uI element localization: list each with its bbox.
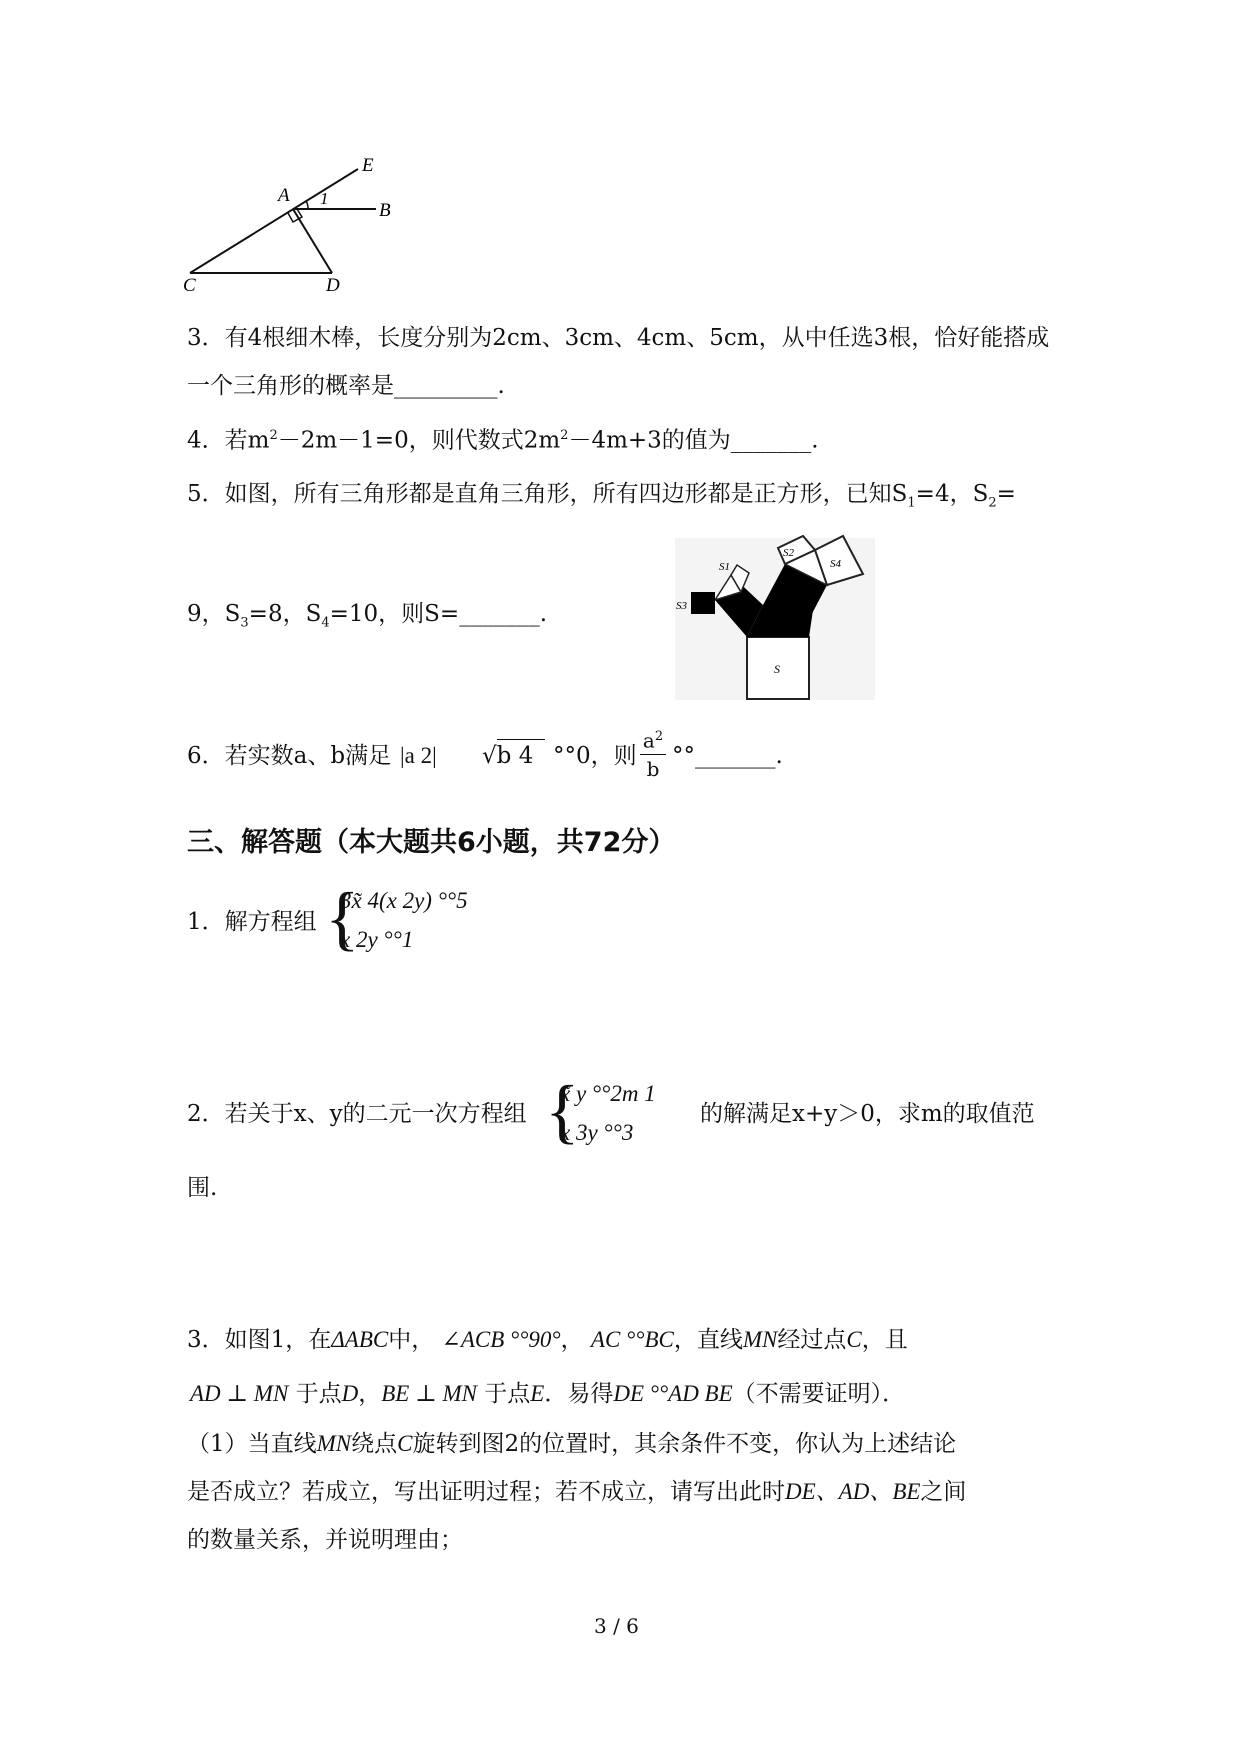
pythagoras-figure	[675, 530, 880, 705]
p3-l2-e: 于点	[484, 1381, 531, 1407]
p3-s1-l2-b: 之间	[920, 1479, 967, 1505]
p1-eq1: 3x̃ 4(x 2y) °°5	[340, 888, 468, 913]
fig-label-s1: S1	[719, 561, 730, 573]
p3-l1-cpt: C	[846, 1327, 862, 1352]
p3-s1-l2-a: 是否成立？若成立，写出证明过程；若不成立，请写出此时	[187, 1479, 785, 1505]
fig-label-s3: S3	[676, 600, 687, 612]
p2-eq1: x̃ y °°2m 1	[560, 1081, 656, 1106]
q4-mid: －2m－1=0，则代数式2m	[277, 427, 561, 454]
q5-text-post: =	[996, 481, 1016, 507]
p3-l2-g: （不需要证明）．	[732, 1381, 906, 1407]
q5-line2	[187, 598, 547, 640]
q3-line2: 一个三角形的概率是_________.	[187, 373, 505, 399]
q6-frac-num	[640, 724, 666, 754]
p3-l1-mn: MN	[742, 1327, 778, 1352]
q4-sup1: 2	[269, 428, 278, 443]
q6-post: °°_______.	[672, 743, 783, 769]
p2-post: 的解满足x+y＞0，求m的取值范	[700, 1101, 1035, 1127]
q6-abs: |a 2|	[400, 743, 437, 768]
p3-sub1-line3: 的数量关系，并说明理由；	[187, 1527, 463, 1553]
q6-frac-den: b	[646, 756, 660, 781]
p2-label: 2．若关于x、y的二元一次方程组	[187, 1101, 527, 1127]
p1-label: 1．解方程组	[187, 909, 317, 935]
fig-label-s4: S4	[830, 558, 841, 570]
q5-text: 5．如图，所有三角形都是直角三角形，所有四边形都是正方形，已知S	[187, 481, 908, 507]
q6-frac-a: a	[642, 728, 655, 753]
p3-l1-c: ，	[560, 1327, 584, 1353]
p3-l2-f: ．易得	[544, 1381, 614, 1407]
q6-root-bar	[497, 739, 545, 740]
p3-s1-b: 绕点	[351, 1431, 398, 1457]
p3-s1-mn: MN	[316, 1431, 352, 1456]
q5-sub3: 3	[240, 615, 249, 631]
q5-line1	[187, 478, 1016, 520]
p3-l2-b: 于点	[295, 1381, 342, 1407]
q5-sub4: 4	[321, 615, 330, 631]
p3-sub1-line1	[187, 1428, 956, 1460]
p3-l1-eq: AC °°BC	[590, 1327, 674, 1352]
p3-l1-tri: ΔABC	[331, 1327, 389, 1352]
page-number: 3 / 6	[594, 1614, 639, 1638]
geometry-figure	[180, 155, 400, 295]
fig-label-s: S	[774, 662, 780, 676]
p3-sub1-line2	[187, 1476, 966, 1508]
p3-l2-be: BE ⊥ MN	[381, 1381, 477, 1406]
p3-line2	[190, 1378, 905, 1410]
q6-eq0: °°0，则	[553, 743, 637, 769]
q5-text-mid: =4，S	[915, 481, 989, 507]
q5-line2-pre: 9，S	[187, 601, 241, 627]
p2-line2: 围.	[187, 1175, 218, 1201]
p3-l2-ept: E	[530, 1381, 545, 1406]
q5-sub1: 1	[907, 495, 916, 511]
p3-l1-d: ，直线	[673, 1327, 743, 1353]
p1-eq2: x 2y °°1	[340, 927, 414, 952]
fig-label-s2: S2	[783, 547, 794, 559]
p3-line1	[187, 1324, 908, 1356]
label-C: C	[183, 275, 196, 295]
q6-fraction	[640, 724, 666, 783]
q4-sup2: 2	[560, 428, 569, 443]
p3-l2-c: ，	[358, 1381, 382, 1407]
q5-line2-mid: =8，S	[248, 601, 322, 627]
label-1: 1	[320, 189, 329, 208]
q3-line1: 3．有4根细木棒，长度分别为2cm、3cm、4cm、5cm，从中任选3根，恰好能搭成	[187, 325, 1050, 351]
p3-l1-b: 中，	[388, 1327, 435, 1353]
q4-post: －4m+3的值为_______.	[568, 427, 819, 454]
p3-s1-l2-vars: DE、AD、BE	[785, 1479, 921, 1504]
p3-l1-e: 经过点	[777, 1327, 847, 1353]
label-B: B	[379, 200, 391, 221]
p3-s1-cc: 旋转到图2的位置时，其余条件不变，你认为上述结论	[412, 1431, 957, 1457]
label-E: E	[362, 155, 374, 176]
p3-s1-a: （1）当直线	[187, 1431, 317, 1457]
p3-l2-d: D	[341, 1381, 359, 1406]
p2-eq2: x 3y °°3	[560, 1120, 634, 1145]
q5-sub2: 2	[988, 495, 997, 511]
p1-brace: {	[325, 878, 360, 958]
q4-pre: 4．若m	[187, 427, 270, 454]
p3-l2-eq: DE °°AD BE	[613, 1381, 733, 1406]
p3-l2-a: AD ⊥ MN	[190, 1381, 289, 1406]
p3-l1-a: 3．如图1，在	[187, 1327, 332, 1353]
p3-s1-c: C	[397, 1431, 413, 1456]
label-A: A	[278, 185, 290, 206]
label-D: D	[326, 275, 340, 295]
q6-pre: 6．若实数a、b满足	[187, 743, 392, 769]
p3-l1-angle: ∠ACB °°90°	[441, 1327, 561, 1352]
p3-l1-f: ，且	[861, 1327, 908, 1353]
q6-root: √b 4	[482, 743, 534, 769]
p2-brace: {	[545, 1071, 580, 1151]
section-3-title: 三、解答题（本大题共6小题，共72分）	[187, 827, 676, 858]
q6-frac-sup: 2	[654, 729, 664, 744]
q4-line	[187, 420, 819, 457]
q5-line2-post: =10，则S=_______.	[329, 601, 548, 627]
